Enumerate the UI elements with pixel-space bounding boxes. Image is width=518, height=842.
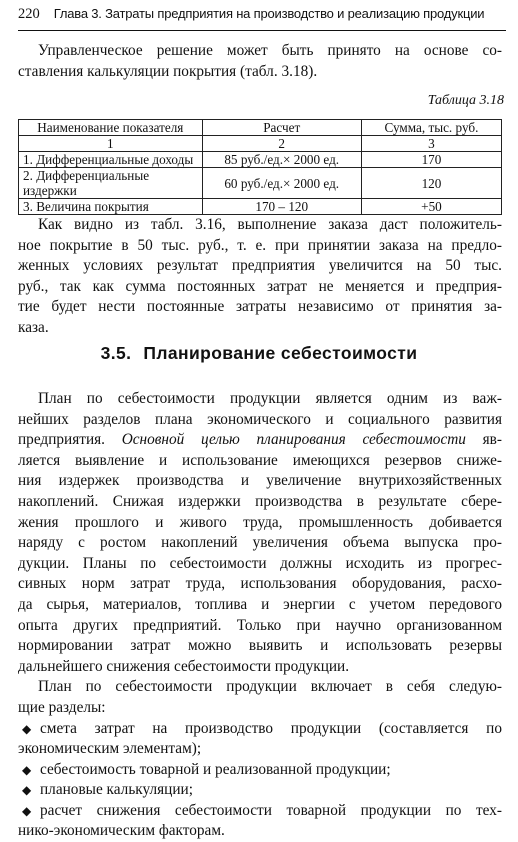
text-line: Управленческое решение может быть принято на основе со- (38, 42, 502, 59)
table-header-cell: Расчет (202, 120, 361, 136)
text-line: дукции. Планы по себестоимости должны исходить из прогрес- (18, 554, 502, 572)
list-item (18, 719, 502, 740)
table-header-cell: Наименование показателя (19, 120, 203, 136)
table-cell: 60 руб./ед.× 2000 ед. (202, 168, 361, 199)
bullet-diamond-icon: ◆ (22, 721, 32, 736)
text-line: опыта других предприятий. Только при научно организованном (18, 616, 502, 634)
running-header (18, 6, 506, 31)
text-line: наряду с ростом накоплений увеличения объема выпуска про- (18, 534, 502, 552)
text-line: дальнейшего снижения себестоимости продукции. (18, 657, 350, 675)
text-line: сивных норм затрат труда, использования оборудования, расхо- (18, 575, 502, 593)
text-line: жения прошлого и живого труда, промышленность добивается (18, 513, 502, 531)
table-cell: 3. Величина покрытия (19, 199, 203, 215)
bullet-diamond-icon: ◆ (22, 783, 32, 798)
table-cell: 2 (202, 136, 361, 152)
table-cell: 1. Дифференциальные доходы (19, 152, 203, 168)
list-item-text: себестоимость товарной и реализованной продукции; (40, 760, 391, 778)
text-line-mixed (18, 430, 502, 451)
text-fragment: яв- (465, 431, 502, 449)
list-item (18, 760, 502, 781)
bullet-diamond-icon: ◆ (22, 803, 32, 818)
list-item (18, 780, 502, 801)
text-line: ное покрытие в 50 тыс. руб., т. е. при принятии заказа на предло- (18, 236, 502, 254)
text-line: нейших разделов плана экономического и социального развития (18, 410, 502, 428)
table-row (19, 152, 502, 168)
text-line: каза. (18, 318, 49, 336)
text-line: План по себестоимости продукции включает в себя следую- (38, 678, 502, 696)
text-line: тие будет нести постоянные затраты независимо от принятия за- (18, 298, 502, 316)
text-line: руб., так как сумма постоянных затрат не меняется и предприя- (18, 277, 502, 295)
text-line: нормировании затрат можно выявить и использовать резервы (18, 637, 502, 655)
table-cell: 170 – 120 (202, 199, 361, 215)
table-cell: +50 (361, 199, 501, 215)
table-cell: 2. Дифференциальные издержки (19, 168, 203, 199)
text-line: да сырья, материалов, топлива и энергии с учетом передового (18, 595, 502, 613)
table-header-row (19, 120, 502, 136)
text-line: ния издержек производства и увеличение внутрихозяйственных (18, 472, 502, 490)
section-heading (0, 343, 518, 364)
paragraph-2 (18, 389, 502, 842)
list-item-text: расчет снижения себестоимости товарной продукции по тех- (40, 801, 502, 819)
bullet-diamond-icon: ◆ (22, 762, 32, 777)
table-cell: 1 (19, 136, 203, 152)
table-cell: 3 (361, 136, 501, 152)
intro-text (18, 41, 502, 82)
text-line: ляется выявление и использование имеющихся резервов сниже- (18, 451, 502, 469)
chapter-title: Глава 3. Затраты предприятия на производство и реализацию продукции (53, 6, 485, 21)
page-number: 220 (18, 6, 40, 22)
table-caption: Таблица 3.18 (427, 93, 504, 108)
text-line: накоплений. Снижая издержки производства в результате сбере- (18, 492, 502, 510)
list-item-continuation: нико-экономическим факторам. (18, 822, 225, 840)
paragraph-1 (18, 215, 502, 339)
list-item-continuation: экономическим элементам); (18, 740, 202, 758)
data-table (18, 119, 502, 215)
list-item-text: плановые калькуляции; (40, 781, 193, 799)
table-row (19, 199, 502, 215)
emphasis-text: Основной целью планирования себестоимости (121, 431, 466, 449)
table-cell: 120 (361, 168, 501, 199)
text-fragment: предприятия. (18, 431, 122, 449)
section-number: 3.5. (100, 343, 132, 363)
table-row (19, 168, 502, 199)
text-line: ставления калькуляции покрытия (табл. 3.18). (18, 62, 318, 80)
table-cell: 170 (361, 152, 501, 168)
text-line: Как видно из табл. 3.16, выполнение заказа даст положитель- (38, 216, 502, 233)
list-item-text: смета затрат на производство продукции (составляется по (40, 719, 502, 737)
text-line: щие разделы: (18, 698, 106, 716)
table-number-row (19, 136, 502, 152)
table-cell: 85 руб./ед.× 2000 ед. (202, 152, 361, 168)
text-line: План по себестоимости продукции является одним из важ- (38, 390, 502, 407)
section-title: Планирование себестоимости (143, 343, 418, 363)
list-item (18, 801, 502, 822)
table-header-cell: Сумма, тыс. руб. (361, 120, 501, 136)
text-line: женных условиях результат предприятия увеличится на 50 тыс. (18, 257, 502, 275)
